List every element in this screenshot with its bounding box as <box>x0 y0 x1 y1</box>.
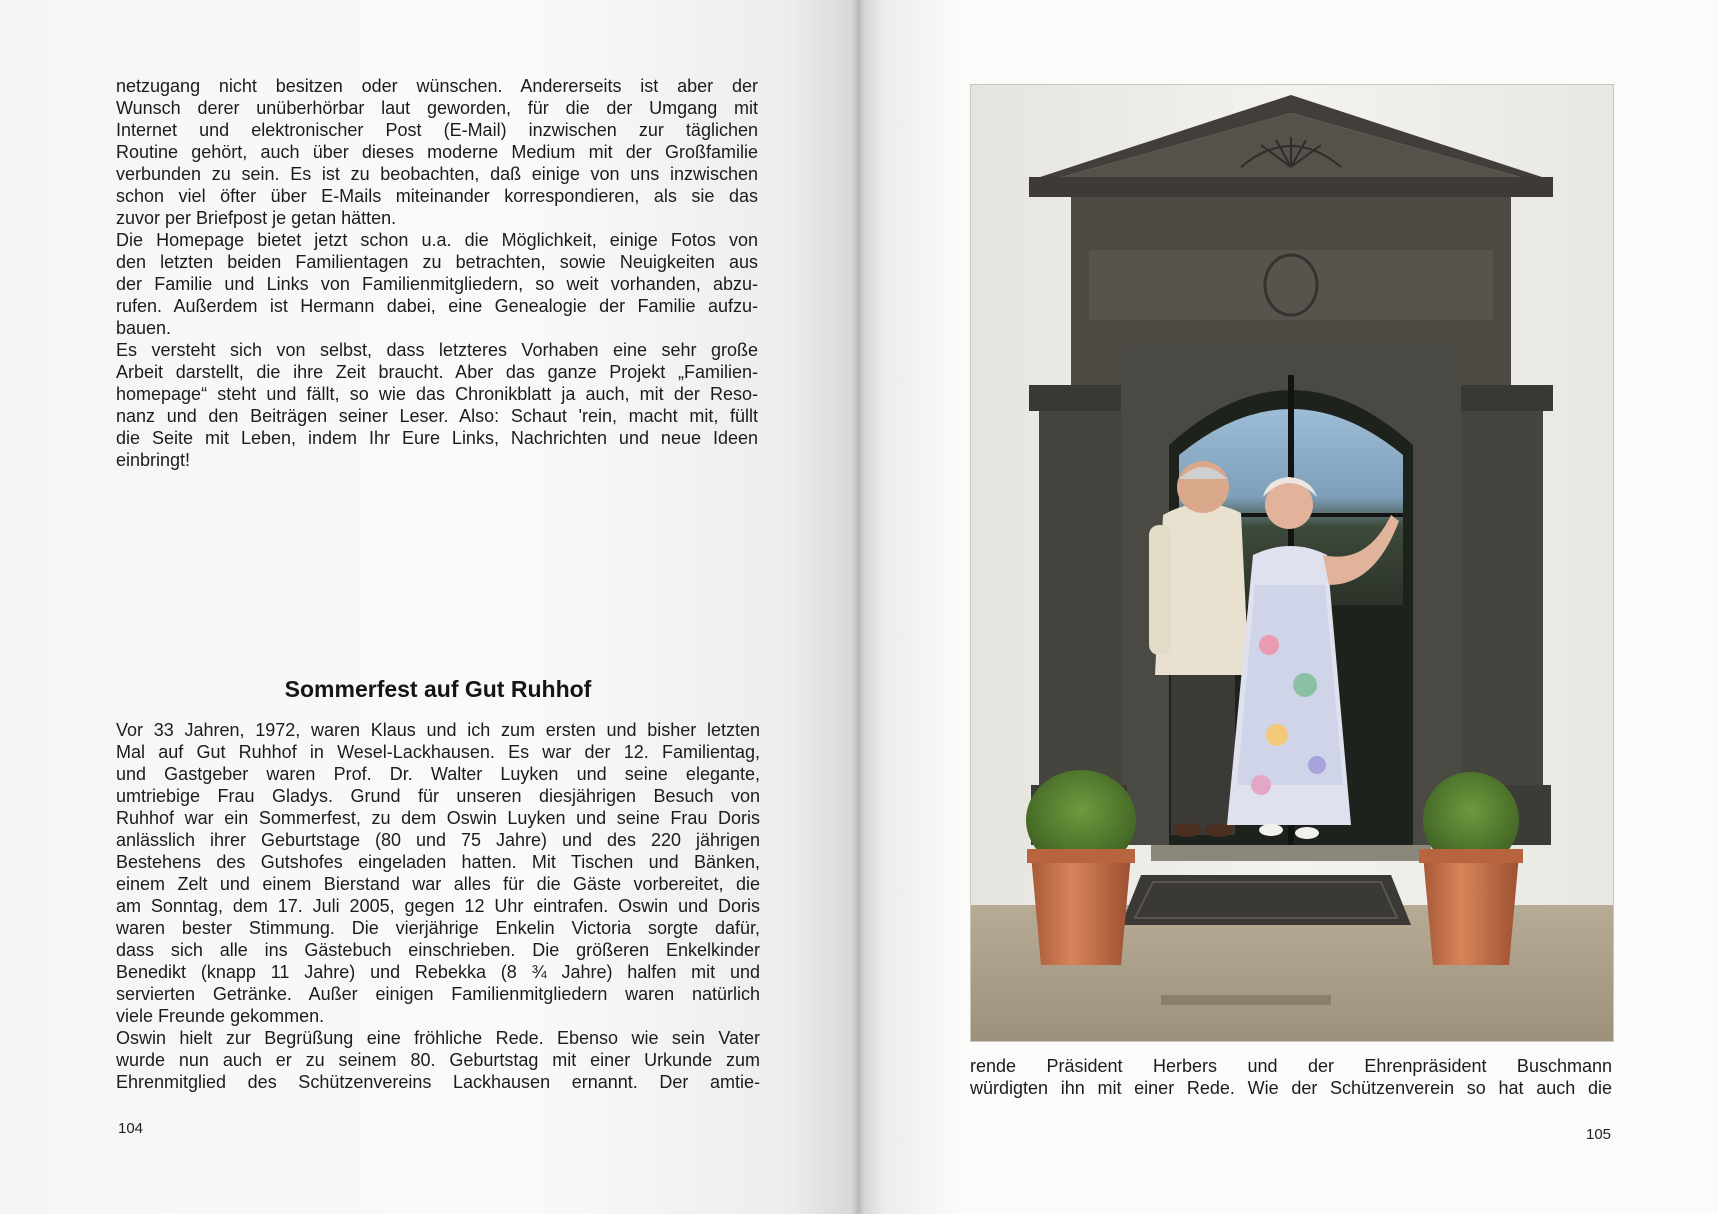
text-line: rende Präsident Herbers und der Ehrenpräsident Buschmann <box>970 1056 1612 1076</box>
text-line: dass sich alle ins Gästebuch einschrieben. Die größeren Enkelkinder <box>116 940 760 960</box>
text-line: verbunden zu sein. Es ist zu beobachten, daß einige von uns inzwischen <box>116 164 758 184</box>
text-line: Internet und elektronischer Post (E-Mail) inzwischen zur täglichen <box>116 120 758 140</box>
text-line: Vor 33 Jahren, 1972, waren Klaus und ich zum ersten und bisher letzten <box>116 720 760 740</box>
text-line: und Gastgeber waren Prof. Dr. Walter Luyken und seine elegante, <box>116 764 760 784</box>
text-line: anlässlich ihrer Geburtstage (80 und 75 Jahre) und des 220 jährigen <box>116 830 760 850</box>
text-line: der Familie und Links von Familienmitgliedern, so weit vorhanden, abzu- <box>116 274 758 294</box>
text-line: rufen. Außerdem ist Hermann dabei, eine Genealogie der Familie aufzu- <box>116 296 758 316</box>
left-capital <box>1029 385 1131 411</box>
text-line: Benedikt (knapp 11 Jahre) und Rebekka (8 ¾ Jahre) halfen mit und <box>116 962 760 982</box>
text-line: Arbeit darstellt, die ihre Zeit braucht. Aber das ganze Projekt „Familien- <box>116 362 758 382</box>
text-line: wurde nun auch er zu seinem 80. Geburtstag mit einer Urkunde zum <box>116 1050 760 1070</box>
lintel-panel <box>1089 250 1493 320</box>
text-line: einem Zelt und einem Bierstand war alles für die Gäste vorbereitet, die <box>116 874 760 894</box>
text-line: würdigten ihn mit einer Rede. Wie der Schützenverein so hat auch die <box>970 1078 1612 1098</box>
text-line: nanz und den Beiträgen seiner Leser. Also: Schaut 'rein, macht mit, füllt <box>116 406 758 426</box>
text-line: servierten Getränke. Außer einigen Familienmitgliedern waren natürlich <box>116 984 760 1004</box>
right-potted-plant <box>1419 772 1523 965</box>
text-line: homepage“ steht und fällt, so wie das Chronikblatt ja auch, mit der Reso- <box>116 384 758 404</box>
threshold <box>1151 845 1431 861</box>
page-number-left: 104 <box>118 1120 144 1137</box>
text-line: einbringt! <box>116 450 191 470</box>
left-top-paragraph <box>116 75 758 471</box>
page-number-right: 105 <box>1586 1126 1612 1143</box>
text-line: viele Freunde gekommen. <box>116 1006 325 1026</box>
text-line: Ruhhof war ein Sommerfest, zu dem Oswin Luyken und seine Frau Doris <box>116 808 760 828</box>
text-line: am Sonntag, dem 17. Juli 2005, gegen 12 Uhr eintrafen. Oswin und Doris <box>116 896 760 916</box>
text-line: Bestehens des Gutshofes eingeladen hatten. Mit Tischen und Bänken, <box>116 852 760 872</box>
left-bottom-paragraph <box>116 719 760 1093</box>
left-potted-plant <box>1026 770 1136 965</box>
text-line: Oswin hielt zur Begrüßung eine fröhliche Rede. Ebenso wie sein Vater <box>116 1028 760 1048</box>
text-line: bauen. <box>116 318 172 338</box>
text-line: den letzten beiden Familientagen zu betrachten, sowie Neuigkeiten aus <box>116 252 758 272</box>
cornice <box>1029 177 1553 197</box>
photo-couple-doorway <box>970 84 1614 1042</box>
text-line: umtriebige Frau Gladys. Grund für unseren diesjährigen Besuch von <box>116 786 760 806</box>
text-line: Die Homepage bietet jetzt schon u.a. die Möglichkeit, einige Fotos von <box>116 230 758 250</box>
drain-grate <box>1161 995 1331 1005</box>
text-line: schon viel öfter über E-Mails miteinander korrespondieren, als sie das <box>116 186 758 206</box>
text-line: Es versteht sich von selbst, dass letzteres Vorhaben eine sehr große <box>116 340 758 360</box>
text-line: waren bester Stimmung. Die vierjährige Enkelin Victoria sorgte dafür, <box>116 918 760 938</box>
text-line: Mal auf Gut Ruhhof in Wesel-Lackhausen. Es war der 12. Familientag, <box>116 742 760 762</box>
right-capital <box>1451 385 1553 411</box>
right-paragraph <box>970 1055 1612 1099</box>
text-line: Ehrenmitglied des Schützenvereins Lackhausen ernannt. Der amtie- <box>116 1072 760 1092</box>
text-line: zuvor per Briefpost je getan hätten. <box>116 208 397 228</box>
section-heading: Sommerfest auf Gut Ruhhof <box>284 676 592 702</box>
text-line: die Seite mit Leben, indem Ihr Eure Links, Nachrichten und neue Ideen <box>116 428 758 448</box>
text-line: Routine gehört, auch über dieses moderne Medium mit der Großfamilie <box>116 142 758 162</box>
text-line: netzugang nicht besitzen oder wünschen. Andererseits ist aber der <box>116 76 758 96</box>
book-gutter <box>851 0 865 1214</box>
text-line: Wunsch derer unüberhörbar laut geworden, für die der Umgang mit <box>116 98 758 118</box>
